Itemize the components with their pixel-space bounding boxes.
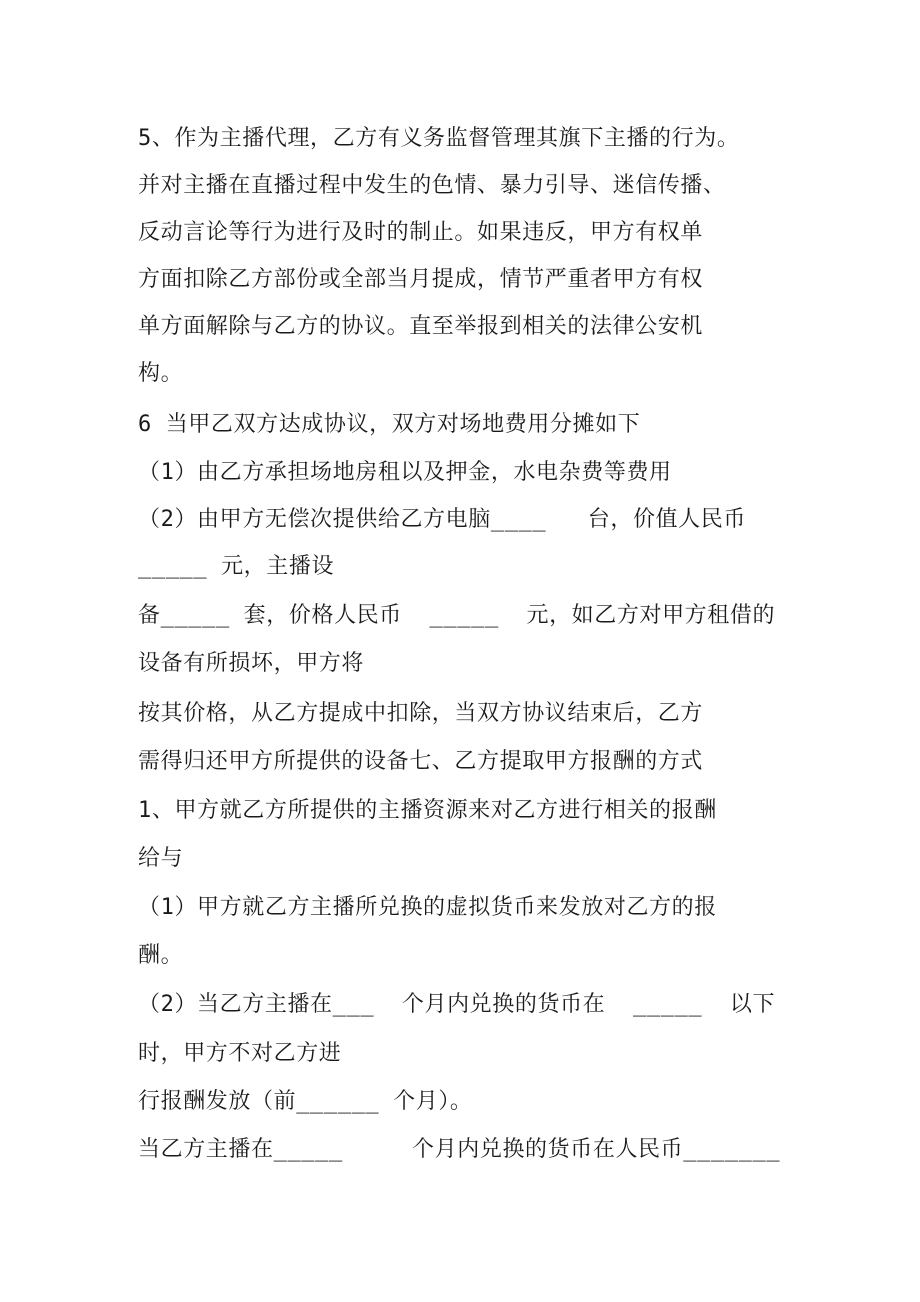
text-line-3: 反动言论等行为进行及时的制止。如果违反，甲方有权单 <box>138 220 704 245</box>
text-line-19: （2）当乙方主播在___ 个月内兑换的货币在 _____ 以下 <box>138 992 776 1017</box>
text-line-22: 当乙方主播在_____ 个月内兑换的货币在人民币_______ <box>138 1137 781 1162</box>
text-line-16: 给与 <box>138 846 184 871</box>
text-line-20: 时，甲方不对乙方进 <box>138 1041 342 1066</box>
text-line-1: 5、作为主播代理，乙方有义务监督管理其旗下主播的行为。 <box>138 126 740 151</box>
text-line-8: （1）由乙方承担场地房租以及押金，水电杂费等费用 <box>138 460 672 485</box>
text-line-11: 备_____ 套，价格人民币 _____ 元，如乙方对甲方租借的 <box>138 603 776 628</box>
text-line-10: _____ 元，主播设 <box>138 554 335 579</box>
text-line-2: 并对主播在直播过程中发生的色情、暴力引导、迷信传播、 <box>138 173 726 198</box>
text-line-21: 行报酬发放（前______ 个月）。 <box>138 1089 473 1114</box>
text-line-15: 1、甲方就乙方所提供的主播资源来对乙方进行相关的报酬 <box>138 798 717 823</box>
text-line-13: 按其价格，从乙方提成中扣除，当双方协议结束后，乙方 <box>138 701 704 726</box>
text-line-14: 需得归还甲方所提供的设备七、乙方提取甲方报酬的方式 <box>138 749 704 774</box>
text-line-9: （2）由甲方无偿次提供给乙方电脑____ 台，价值人民币 <box>138 507 746 532</box>
text-line-4: 方面扣除乙方部份或全部当月提成，情节严重者甲方有权 <box>138 267 704 292</box>
text-line-17: （1）甲方就乙方主播所兑换的虚拟货币来发放对乙方的报 <box>138 895 717 920</box>
text-line-5: 单方面解除与乙方的协议。直至举报到相关的法律公安机 <box>138 314 704 339</box>
text-line-18: 酬。 <box>138 943 184 968</box>
text-line-7: 6 当甲乙双方达成协议，双方对场地费用分摊如下 <box>138 412 641 437</box>
text-line-6: 构。 <box>138 361 184 386</box>
text-line-12: 设备有所损坏，甲方将 <box>138 651 365 676</box>
